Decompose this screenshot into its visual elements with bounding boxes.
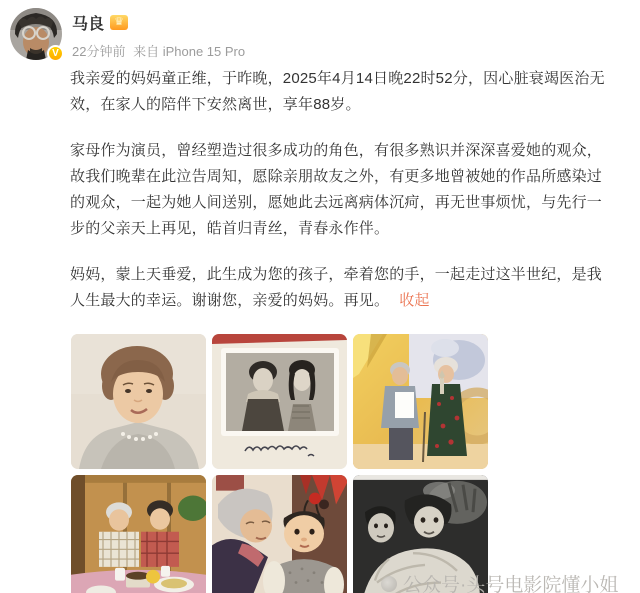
farewell-text: 妈妈，蒙上天垂爱，此生成为您的孩子，牵着您的手，一起走过这半世纪，是我人生最大的幸运。谢谢您，亲爱的妈妈。再见。: [70, 266, 603, 309]
watermark-text: 公众号·头号电影院懂小姐: [403, 575, 619, 593]
avatar[interactable]: [10, 8, 62, 60]
photo-elderly-woman-portrait[interactable]: [71, 334, 206, 469]
paragraph-announcement: 家母作为演员，曾经塑造过很多成功的角色，有很多熟识并深深喜爱她的观众，故我们晚辈在此泣告周知，愿除亲朋故友之外，有更多地曾被她的作品所感染过的观众，一起为她人间送别，愿她此去远离病体沉疴，再无世事烦忧，与先行一步的父亲天上再见，皓首归青丝，青春永作伴。: [70, 142, 603, 237]
membership-crown-icon: ♛: [110, 15, 128, 30]
photo-elderly-couple-dinner[interactable]: [71, 475, 206, 593]
post-meta: [72, 41, 249, 60]
post-content: [70, 66, 610, 314]
photo-young-couple-bw[interactable]: [212, 334, 347, 469]
paragraph-farewell: [70, 262, 610, 314]
timestamp: 22分钟前: [72, 44, 126, 59]
verified-v-icon: V: [47, 45, 64, 62]
photo-grandmother-toddler[interactable]: [212, 475, 347, 593]
photo-award-stage-couple[interactable]: [353, 334, 488, 469]
post-header: [10, 8, 622, 60]
source-device: 来自 iPhone 15 Pro: [133, 44, 246, 59]
photo-mother-child-bw[interactable]: [353, 475, 488, 593]
user-name[interactable]: 马良: [72, 16, 105, 33]
collapse-link[interactable]: 收起: [399, 292, 430, 309]
media-section: [71, 334, 631, 593]
photo-grid: [71, 334, 488, 593]
paragraph-obituary: 我亲爱的妈妈童正维，于昨晚，2025年4月14日晚22时52分，因心脏衰竭医治无效，在家人的陪伴下安然离世，享年88岁。: [70, 70, 605, 113]
header-text: [72, 8, 249, 60]
